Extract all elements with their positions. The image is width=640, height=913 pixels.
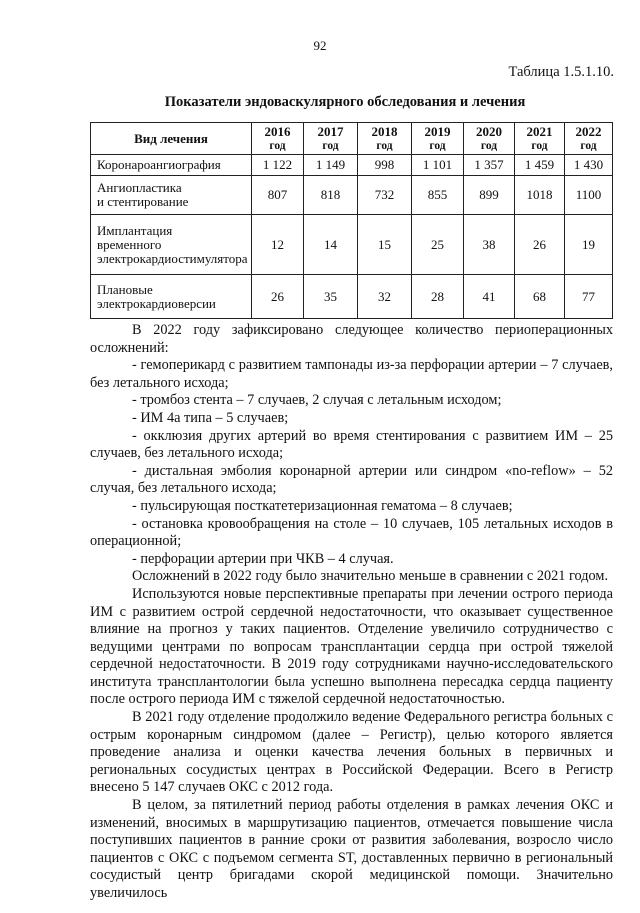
complication-item: - перфорации артерии при ЧКВ – 4 случая. xyxy=(132,550,394,567)
table-cell: 41 xyxy=(464,275,515,319)
table-title: Показатели эндоваскулярного обследования и лечения xyxy=(164,94,526,110)
table-cell: 1 357 xyxy=(464,155,515,176)
table-cell: 1018 xyxy=(515,176,565,215)
table-cell: 35 xyxy=(304,275,358,319)
header-year: 2018 год xyxy=(358,123,412,155)
complication-item: - дистальная эмболия коронарной артерии или синдром «no-reflow» – 52 случая, без летального исхода; xyxy=(90,462,613,497)
table-cell: 807 xyxy=(252,176,304,215)
header-year: 2016 год xyxy=(252,123,304,155)
complication-item: - пульсирующая посткатетеризационная гематома – 8 случаев; xyxy=(132,497,513,514)
table-cell: 1100 xyxy=(565,176,613,215)
table-row xyxy=(91,176,613,215)
complication-item: - остановка кровообращения на столе – 10 случаев, 105 летальных исходов в операционной; xyxy=(90,515,613,550)
table-label: Таблица 1.5.1.10. xyxy=(508,64,614,80)
table-cell: 14 xyxy=(304,215,358,275)
table-cell: 77 xyxy=(565,275,613,319)
header-year: 2020 год xyxy=(464,123,515,155)
table-cell: 818 xyxy=(304,176,358,215)
complication-item: - окклюзия других артерий во время стентирования с развитием ИМ – 25 случаев, без летального исхода; xyxy=(90,427,613,462)
header-year: 2017 год xyxy=(304,123,358,155)
treatment-name: Коронароангиография xyxy=(91,155,252,176)
page-number: 92 xyxy=(313,38,327,53)
table-cell: 26 xyxy=(252,275,304,319)
header-treatment-type: Вид лечения xyxy=(91,123,252,155)
table-cell: 1 149 xyxy=(304,155,358,176)
table-cell: 899 xyxy=(464,176,515,215)
table-cell: 32 xyxy=(358,275,412,319)
header-year: 2019 год xyxy=(412,123,464,155)
table-cell: 1 122 xyxy=(252,155,304,176)
table-row xyxy=(91,275,613,319)
table-header-row xyxy=(91,123,613,155)
table-cell: 28 xyxy=(412,275,464,319)
body-text xyxy=(90,322,613,903)
table-row xyxy=(91,155,613,176)
complication-item: - гемоперикард с развитием тампонады из-за перфорации артерии – 7 случаев, без летального исхода; xyxy=(90,357,613,391)
table-cell: 855 xyxy=(412,176,464,215)
header-year: 2021 год xyxy=(515,123,565,155)
paragraph: Осложнений в 2022 году было значительно меньше в сравнении с 2021 годом. xyxy=(132,568,609,585)
table-cell: 19 xyxy=(565,215,613,275)
complication-item: - ИМ 4а типа – 5 случаев; xyxy=(132,409,289,426)
paragraph: Используются новые перспективные препараты при лечении острого периода ИМ с развитием острой сердечной недостаточности, что оказывает существенное влияние на прогноз у таких пациентов. Отделение увеличило сотрудничество с ведущими центрами по вопросам трансплантации сердца при острой тяжелой сердечной недостаточности. В 2019 году сотрудниками научно-исследовательского института трансплантологии была успешно выполнена пересадка сердца пациенту после острого периода ИМ с тяжелой сердечной недостаточностью. xyxy=(90,585,613,708)
table-cell: 25 xyxy=(412,215,464,275)
treatment-name: Имплантация временного электрокардиостимулятора xyxy=(91,215,252,275)
treatment-name: Ангиопластика и стентирование xyxy=(91,176,252,215)
table-cell: 1 459 xyxy=(515,155,565,176)
table-cell: 998 xyxy=(358,155,412,176)
table-cell: 15 xyxy=(358,215,412,275)
paragraph: В 2021 году отделение продолжило ведение Федерального регистра больных с острым коронарным синдромом (далее – Регистр), целью которого является проведение анализа и оценки качества лечения больных в первичных и региональных сосудистых центрах в Российской Федерации. Всего в Регистр внесено 5 147 случаев ОКС с 2012 года. xyxy=(90,709,613,796)
table-cell: 26 xyxy=(515,215,565,275)
table-cell: 1 101 xyxy=(412,155,464,176)
table-row xyxy=(91,215,613,275)
treatment-name: Плановые электрокардиоверсии xyxy=(91,275,252,319)
paragraph: В целом, за пятилетний период работы отделения в рамках лечения ОКС и изменений, вносимых в маршрутизацию пациентов, отмечается повышение числа поступивших пациентов в ранние сроки от развития заболевания, возросло число пациентов с ОКС с подъемом сегмента ST, доставленных первично в региональный сосудистый центр бригадами скорой медицинской помощи. Значительно увеличилось xyxy=(90,797,613,901)
table-cell: 68 xyxy=(515,275,565,319)
header-year: 2022 год xyxy=(565,123,613,155)
complications-intro: В 2022 году зафиксировано следующее количество периоперационных осложнений: xyxy=(90,322,613,356)
treatment-table xyxy=(90,122,613,319)
table-cell: 12 xyxy=(252,215,304,275)
complication-item: - тромбоз стента – 7 случаев, 2 случая с летальным исходом; xyxy=(132,392,502,409)
table-cell: 732 xyxy=(358,176,412,215)
table-cell: 1 430 xyxy=(565,155,613,176)
table-cell: 38 xyxy=(464,215,515,275)
